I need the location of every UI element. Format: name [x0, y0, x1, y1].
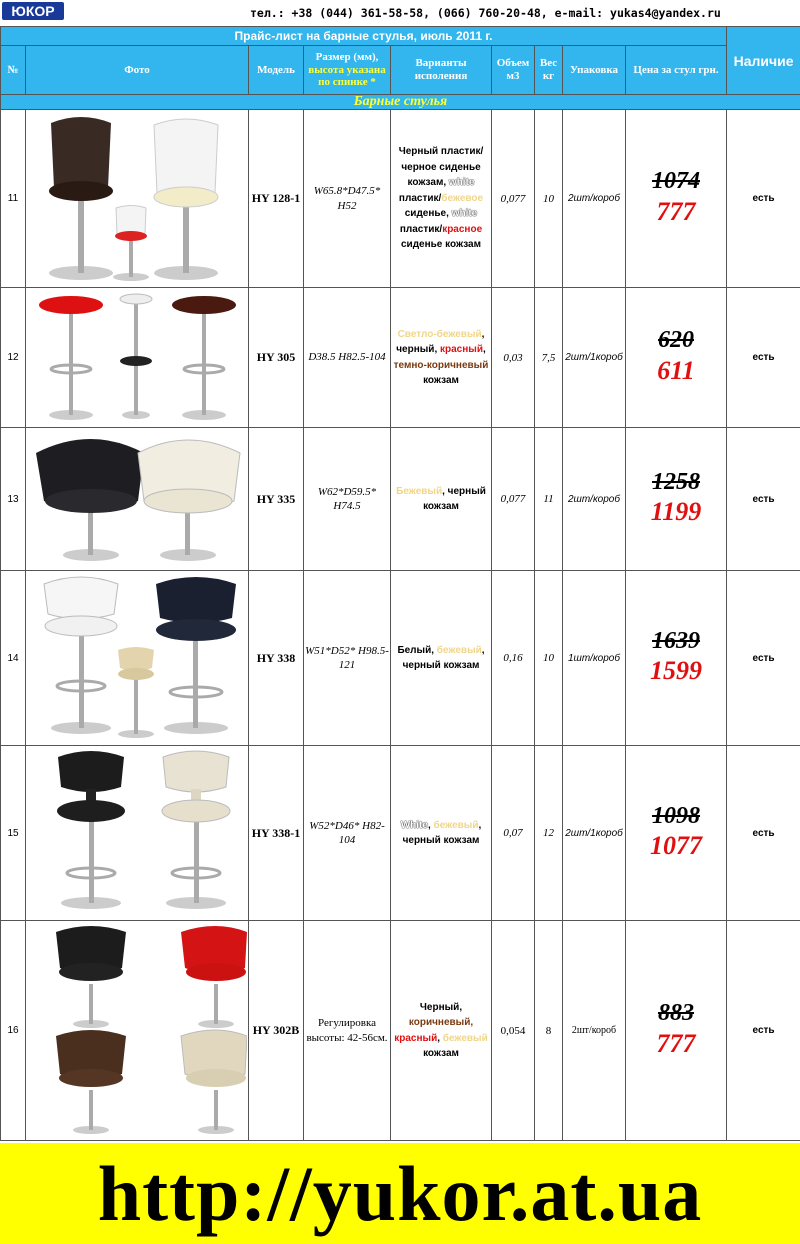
chair-photo-icon: [26, 113, 247, 285]
variant-part: бежевый: [433, 819, 479, 831]
variant-part: ,: [442, 485, 445, 497]
size-value: W65.8*D47.5* H52: [304, 110, 391, 288]
top-bar: [0, 0, 800, 26]
col-weight: Вес кг: [535, 46, 563, 95]
weight-value: 10: [535, 110, 563, 288]
bar-chair-photo-icon: [26, 574, 247, 742]
new-price: 1199: [650, 497, 702, 527]
table-row: [1, 110, 800, 288]
price-cell: [626, 110, 727, 288]
variant-part: white: [448, 177, 475, 189]
variant-part: ,: [482, 344, 486, 355]
website-banner[interactable]: [0, 1143, 800, 1244]
variant-part: темно-коричневый: [393, 359, 489, 371]
col-variants: Варианты исполения: [391, 46, 492, 95]
variant-part: бежевое: [441, 192, 484, 204]
price-cell: [626, 571, 727, 746]
contact-info: тел.: +38 (044) 361-58-58, (066) 760-20-48, e-mail: yukas4@yandex.ru: [250, 6, 721, 20]
variant-part: White: [400, 819, 428, 831]
volume-value: 0,077: [492, 110, 535, 288]
variant-part: ,: [481, 328, 485, 340]
col-packing: Упаковка: [563, 46, 626, 95]
packing-value: 2шт/1короб: [563, 288, 626, 428]
product-photo: [26, 288, 249, 428]
variant-part: красный: [440, 344, 483, 355]
row-number: 14: [1, 571, 26, 746]
variants-text: [391, 571, 492, 746]
variant-part: ,: [478, 819, 482, 831]
product-photo: [26, 571, 249, 746]
size-value: W51*D52* H98.5-121: [304, 571, 391, 746]
volume-value: 0,03: [492, 288, 535, 428]
packing-value: 2шт/короб: [563, 428, 626, 571]
variant-part: Черный пластик/черное сиденье кожзам,: [398, 146, 484, 189]
variant-part: сиденье,: [404, 208, 449, 220]
variant-part: white: [451, 208, 478, 220]
volume-value: 0,07: [492, 746, 535, 921]
availability-value: есть: [727, 428, 800, 571]
price-cell: [626, 288, 727, 428]
old-price: 620: [658, 327, 695, 354]
variants-text: [391, 110, 492, 288]
col-number: №: [1, 46, 26, 95]
variant-part: ,: [427, 819, 431, 831]
model-name: HY 128-1: [249, 110, 304, 288]
variant-part: черный кожзам: [402, 660, 480, 671]
size-value: Регулировка высоты: 42-56см.: [304, 921, 391, 1141]
product-photo: [26, 746, 249, 921]
variant-part: красное: [442, 223, 483, 235]
model-name: HY 305: [249, 288, 304, 428]
volume-value: 0,054: [492, 921, 535, 1141]
variant-part: пластик/: [399, 223, 443, 235]
variant-part: бежевый: [442, 1032, 488, 1044]
model-name: HY 338-1: [249, 746, 304, 921]
row-number: 13: [1, 428, 26, 571]
packing-value: 2шт/1короб: [563, 746, 626, 921]
model-name: HY 302B: [249, 921, 304, 1141]
variants-text: [391, 921, 492, 1141]
old-price: 1074: [652, 168, 701, 195]
variant-part: черный кожзам: [423, 485, 486, 512]
stool-photo-icon: [26, 291, 247, 425]
variant-part: красный: [394, 1032, 438, 1044]
variant-part: коричневый,: [408, 1017, 474, 1028]
col-size: [304, 46, 391, 95]
new-price: 1599: [650, 656, 703, 686]
table-row: [1, 571, 800, 746]
weight-value: 12: [535, 746, 563, 921]
col-size-note: высота указана по спинке *: [308, 63, 386, 89]
product-photo: [26, 428, 249, 571]
armchair-photo-icon: [26, 431, 247, 567]
availability-value: есть: [727, 746, 800, 921]
price-cell: [626, 746, 727, 921]
col-price: Цена за стул грн.: [626, 46, 727, 95]
website-url[interactable]: http://yukor.at.ua: [97, 1150, 703, 1237]
weight-value: 7,5: [535, 288, 563, 428]
packing-value: 1шт/короб: [563, 571, 626, 746]
col-photo: Фото: [26, 46, 249, 95]
variants-text: [391, 428, 492, 571]
model-name: HY 338: [249, 571, 304, 746]
availability-value: есть: [727, 921, 800, 1141]
volume-value: 0,16: [492, 571, 535, 746]
col-volume: Объем м3: [492, 46, 535, 95]
col-model: Модель: [249, 46, 304, 95]
variant-part: сиденье кожзам: [400, 239, 481, 251]
size-value: W62*D59.5* H74.5: [304, 428, 391, 571]
variant-part: кожзам: [423, 1048, 459, 1059]
row-number: 15: [1, 746, 26, 921]
variant-part: черный,: [396, 344, 438, 355]
variant-part: бежевый: [436, 644, 482, 656]
weight-value: 11: [535, 428, 563, 571]
old-price: 1639: [652, 627, 701, 654]
weight-value: 8: [535, 921, 563, 1141]
model-name: HY 335: [249, 428, 304, 571]
bar-chair-photo-icon: [26, 749, 247, 917]
variant-part: Светло-бежевый: [397, 328, 482, 340]
table-row: [1, 428, 800, 571]
product-photo: [26, 921, 249, 1141]
price-table: [0, 26, 800, 1141]
variant-part: Белый,: [397, 644, 435, 656]
new-price: 777: [656, 196, 696, 226]
table-row: [1, 746, 800, 921]
availability-value: есть: [727, 110, 800, 288]
packing-value: 2шт/короб: [563, 921, 626, 1141]
availability-value: есть: [727, 571, 800, 746]
row-number: 16: [1, 921, 26, 1141]
variant-part: пластик/: [398, 192, 442, 204]
variants-text: [391, 288, 492, 428]
variant-part: черный кожзам: [402, 835, 480, 846]
weight-value: 10: [535, 571, 563, 746]
table-row: [1, 288, 800, 428]
price-cell: [626, 428, 727, 571]
old-price: 1258: [652, 468, 701, 495]
table-row: [1, 921, 800, 1141]
new-price: 1077: [650, 831, 703, 861]
new-price: 777: [656, 1028, 696, 1058]
row-number: 12: [1, 288, 26, 428]
variant-part: ,: [437, 1032, 440, 1044]
old-price: 883: [658, 1000, 695, 1027]
col-availability: Наличие: [727, 27, 800, 95]
variant-part: ,: [481, 644, 485, 656]
volume-value: 0,077: [492, 428, 535, 571]
packing-value: 2шт/короб: [563, 110, 626, 288]
variants-text: [391, 746, 492, 921]
product-photo: [26, 110, 249, 288]
price-cell: [626, 921, 727, 1141]
variant-part: Бежевый: [396, 485, 443, 497]
size-value: D38.5 H82.5-104: [304, 288, 391, 428]
row-number: 11: [1, 110, 26, 288]
variant-part: Черный,: [419, 1001, 463, 1013]
price-list-title: Прайс-лист на барные стулья, июль 2011 г.: [1, 27, 727, 46]
variant-part: кожзам: [423, 375, 459, 386]
availability-value: есть: [727, 288, 800, 428]
size-value: W52*D46* H82-104: [304, 746, 391, 921]
new-price: 611: [657, 355, 695, 385]
armchair-photo-icon: [26, 924, 247, 1138]
col-size-label: Размер (мм),: [315, 51, 379, 64]
old-price: 1098: [652, 802, 701, 829]
section-title: Барные стулья: [1, 95, 800, 110]
company-logo: ЮКОР: [2, 2, 64, 20]
